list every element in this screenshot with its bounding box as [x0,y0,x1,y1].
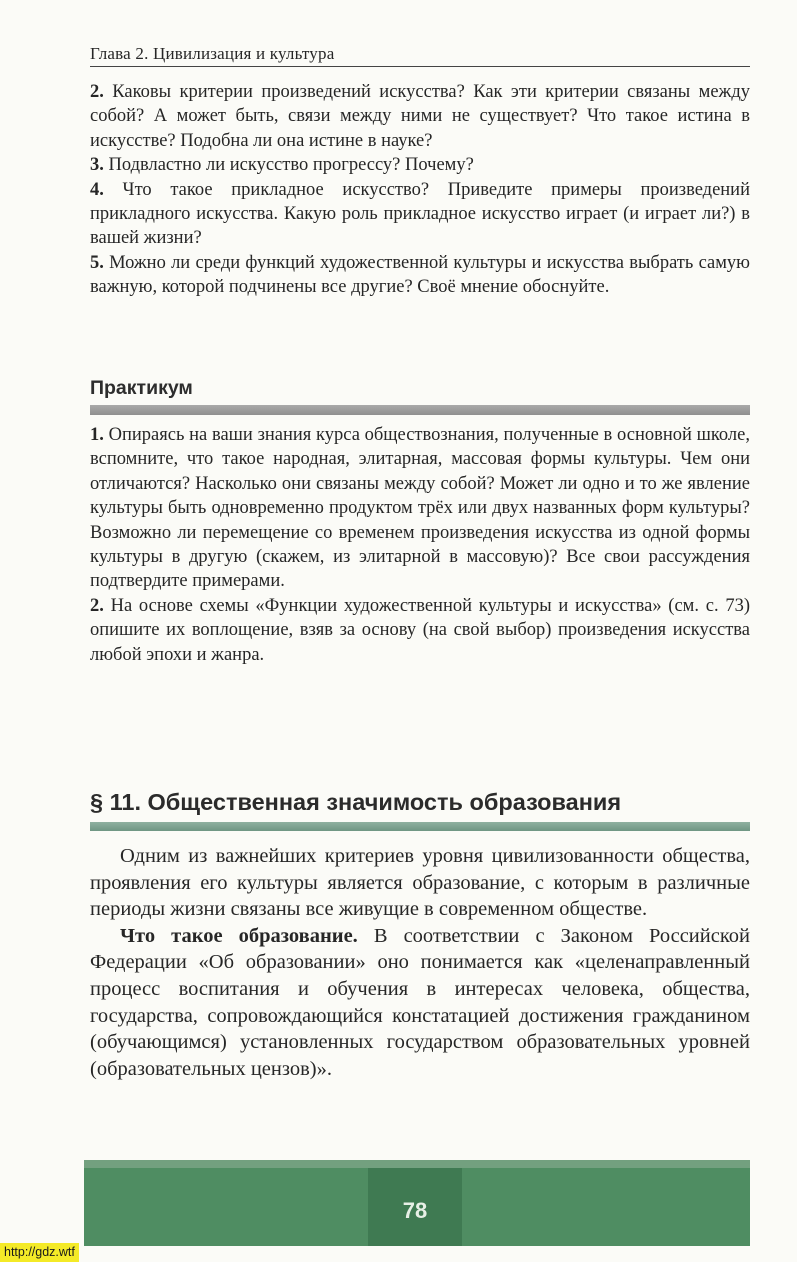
section-divider [90,822,750,831]
praktikum-task-2: 2. На основе схемы «Функции художественной культуры и искусства» (см. с. 73) опишите их воплощение, взяв за основу (на свой выбор) произведения искусства любой эпохи и жанра. [90,595,750,665]
footer-stripe [84,1160,750,1168]
praktikum-divider [90,405,750,415]
praktikum-task-1: 1. Опираясь на ваши знания курса обществознания, полученные в основной школе, вспомните, что такое народная, элитарная, массовая формы культуры. Чем они отличаются? Насколько они связаны между собой? Может ли одно и то же явление культуры быть одновременно продуктом трёх или двух названных форм культуры? Возможно ли перемещение со временем произведения искусства из одной формы культуры в другую (скажем, из элитарной в массовую)? Все свои рассуждения подтвердите примерами. [90,425,750,592]
page-number: 78 [402,1198,428,1223]
praktikum-heading: Практикум [90,377,193,399]
question-3: 3. Подвластно ли искусство прогрессу? Почему? [90,155,474,176]
paragraph-intro: Одним из важнейших критериев уровня цивилизованности общества, проявления его культуры является образование, с которым в различные периоды жизни связаны все живущие в современном обществе. [90,845,750,921]
paragraph-definition: Что такое образование. В соответствии с Законом Российской Федерации «Об образовании» оно понимается как «целенаправленный процесс воспитания и обучения в интересах человека, общества, государства, сопровождающийся констатацией достижения гражданином (обучающимся) установленных государством образовательных уровней (образовательных цензов)». [90,924,750,1080]
definition-heading: Что такое образование. [120,924,358,947]
question-4: 4. Что такое прикладное искусство? Приведите примеры произведений прикладного искусства. Какую роль прикладное искусство играет (и играет ли?) в вашей жизни? [90,179,750,249]
watermark-link[interactable]: http://gdz.wtf [0,1243,79,1262]
praktikum-tasks [90,423,750,667]
review-questions [90,80,750,300]
section-title: § 11. Общественная значимость образования [90,789,622,815]
question-2: 2. Каковы критерии произведений искусства? Как эти критерии связаны между собой? А может быть, связи между ними не существует? Что такое истина в искусстве? Подобна ли она истине в науке? [90,82,750,151]
running-head: Глава 2. Цивилизация и культура [90,44,750,67]
section-body [90,843,750,1082]
question-5: 5. Можно ли среди функций художественной культуры и искусства выбрать самую важную, которой подчинены все другие? Своё мнение обоснуйте. [90,252,750,298]
